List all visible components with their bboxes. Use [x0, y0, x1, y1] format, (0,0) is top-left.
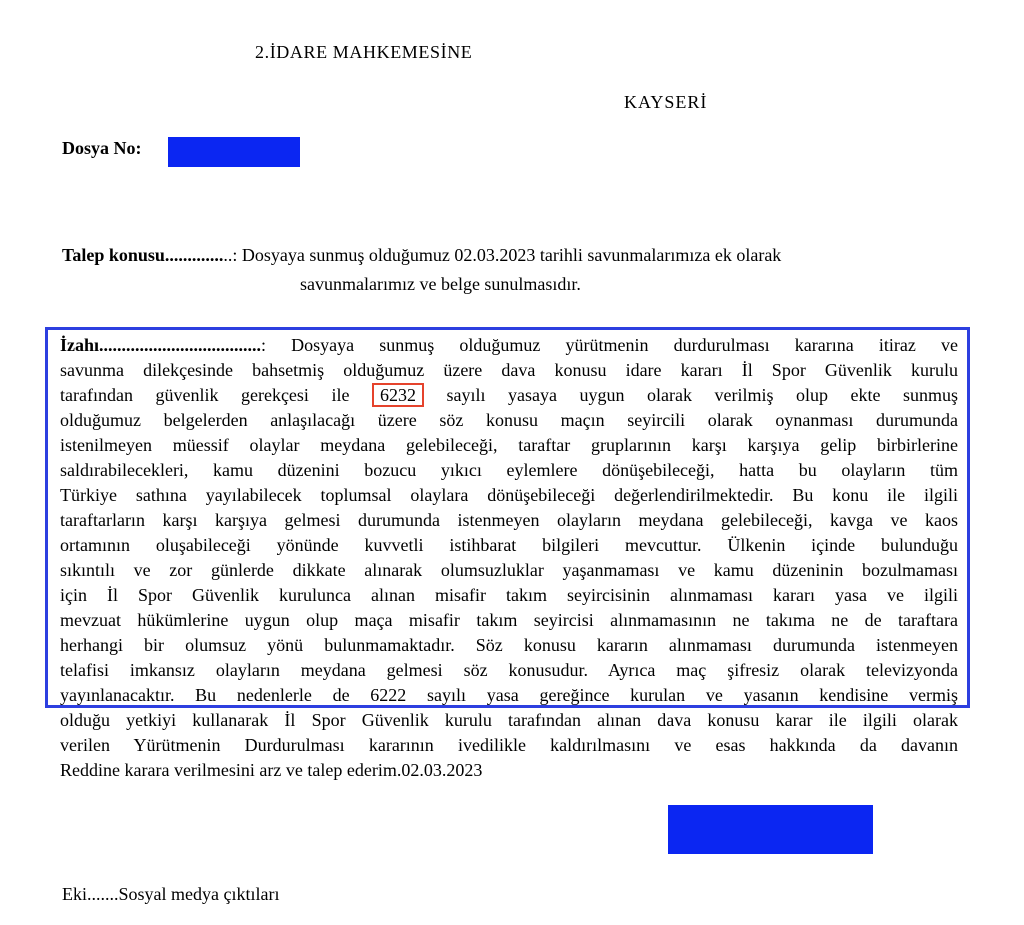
- izah-lines: [60, 408, 958, 758]
- paragraph-line: sıkıntılı ve zor günlerde dikkate alınarak olumsuzluklar yaşanmaması ve kamu düzeninin bozulmaması: [60, 560, 958, 580]
- izah-line1-text: Dosyaya sunmuş olduğumuz yürütmenin durdurulması kararına itiraz ve: [291, 335, 958, 355]
- paragraph-line: herhangi bir olumsuz yönü bulunmamaktadır. Söz konusu kararın alınmaması durumunda istenmeyen: [60, 635, 958, 655]
- paragraph-line: telafisi imkansız olayların meydana gelmesi söz konusudur. Ayrıca maç şifresiz olarak televizyonda: [60, 660, 958, 680]
- dosya-no-redaction-box: [168, 137, 300, 167]
- izah-line1: [60, 333, 958, 358]
- izah-label-suffix: :: [261, 335, 267, 355]
- talep-label-suffix: ..:: [223, 245, 238, 265]
- paragraph-line: taraftarların karşı karşıya gelmesi durumunda istenmeyen olayların meydana gelebileceği, kavga ve kaos: [60, 510, 958, 530]
- paragraph-line: verilen Yürütmenin Durdurulması kararının ivedilikle kaldırılmasını ve esas hakkında da davanın: [60, 735, 958, 755]
- izah-line3-after: sayılı yasaya uygun olarak verilmiş olup ekte sunmuş: [446, 385, 958, 405]
- paragraph-line: yayınlanacaktır. Bu nedenlerle de 6222 sayılı yasa gereğince kurulan ve yasanın kendisine vermiş: [60, 685, 958, 705]
- paragraph-line: mevzuat hükümlerine uygun olup maça misafir takım seyircisi alınmamasının ne takıma ne de taraftara: [60, 610, 958, 630]
- izah-line3-before: tarafından güvenlik gerekçesi ile: [60, 385, 350, 405]
- highlighted-law-number: 6232: [372, 383, 424, 407]
- paragraph-line: için İl Spor Güvenlik kurulunca alınan misafir takım seyircisinin alınmaması kararı yasa ve ilgili: [60, 585, 958, 605]
- paragraph-line: ortamının oluşabileceği yönünde kuvvetli istihbarat bilgileri mevcuttur. Ülkenin içinde bulunduğu: [60, 535, 958, 555]
- dosya-no-label: Dosya No:: [62, 138, 142, 158]
- talep-label: Talep konusu.............: [62, 245, 224, 265]
- paragraph-last-line: Reddine karara verilmesini arz ve talep ederim.02.03.2023: [60, 760, 483, 780]
- city-line: KAYSERİ: [624, 92, 708, 112]
- talep-section: [62, 241, 954, 299]
- court-title: 2.İDARE MAHKEMESİNE: [255, 42, 473, 62]
- izah-label: İzahı....................................: [60, 335, 262, 355]
- talep-line2: savunmalarımız ve belge sunulmasıdır.: [300, 274, 581, 294]
- paragraph-line: saldırabilecekleri, kamu düzenini bozucu yıkıcı eylemlere dönüşebileceği, hatta bu olayların tüm: [60, 460, 958, 480]
- paragraph-line: istenilmeyen müessif olaylar meydana gelebileceği, taraftar gruplarının karşı karşıya gelip birbirlerine: [60, 435, 958, 455]
- paragraph-line: savunma dilekçesinde bahsetmiş olduğumuz üzere dava konusu idare kararı İl Spor Güvenlik kurulu: [60, 360, 958, 380]
- izah-section: [60, 333, 958, 783]
- izah-line3: [60, 383, 958, 408]
- paragraph-line: olduğu yetkiyi kullanarak İl Spor Güvenlik kurulu tarafından alınan dava konusu karar ile ilgili olarak: [60, 710, 958, 730]
- paragraph-line: olduğumuz belgelerden anlaşılacağı üzere söz konusu maçın seyircili olarak oynanması durumunda: [60, 410, 958, 430]
- attachment-note: Eki.......Sosyal medya çıktıları: [62, 884, 280, 904]
- talep-line1: [62, 241, 954, 270]
- talep-text: Dosyaya sunmuş olduğumuz 02.03.2023 tarihli savunmalarımıza ek olarak: [241, 245, 782, 265]
- signature-redaction-box: [668, 805, 873, 854]
- paragraph-line: Türkiye sathına yayılabilecek toplumsal olaylara dönüşebileceği değerlendirilmektedir. Bu konu ile ilgili: [60, 485, 958, 505]
